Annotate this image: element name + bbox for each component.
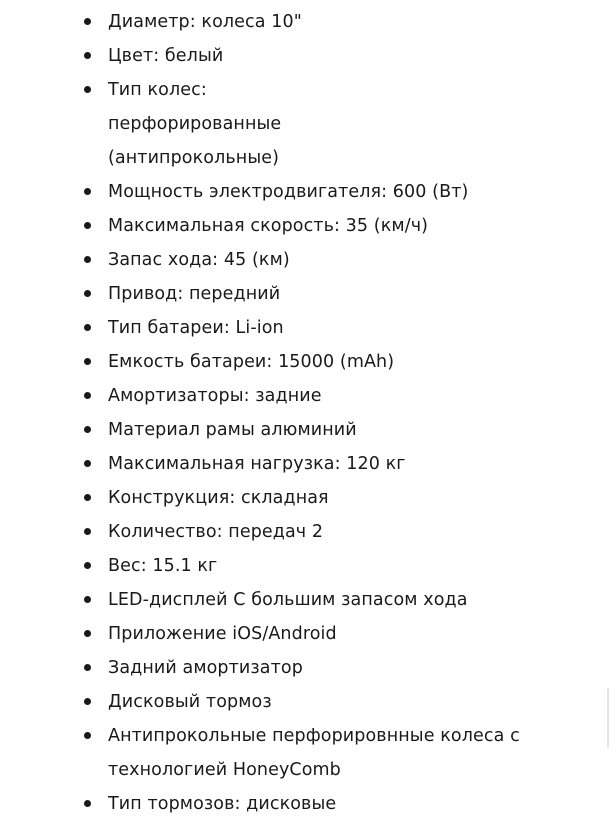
spec-item-max-speed	[0, 209, 611, 243]
spec-text: Диаметр: колеса 10"	[108, 12, 302, 32]
bullet-icon	[84, 460, 91, 467]
spec-item-construction	[0, 481, 611, 515]
spec-item-shock-absorbers	[0, 379, 611, 413]
spec-item-led-display	[0, 583, 611, 617]
spec-text: Количество: передач 2	[108, 522, 324, 542]
bullet-icon	[84, 494, 91, 501]
spec-item-max-load	[0, 447, 611, 481]
spec-item-battery-capacity	[0, 345, 611, 379]
bullet-icon	[84, 290, 91, 297]
bullet-icon	[84, 596, 91, 603]
bullet-icon	[84, 630, 91, 637]
spec-text: Максимальная скорость: 35 (км/ч)	[108, 216, 429, 236]
spec-text: Тип батареи: Li-ion	[108, 318, 284, 338]
spec-item-motor-power	[0, 175, 611, 209]
bullet-icon	[84, 188, 91, 195]
spec-text: Привод: передний	[108, 284, 281, 304]
bullet-icon	[84, 358, 91, 365]
bullet-icon	[84, 256, 91, 263]
spec-item-brake-type	[0, 787, 611, 821]
spec-item-app	[0, 617, 611, 651]
bullet-icon	[84, 324, 91, 331]
spec-text: Задний амортизатор	[108, 658, 303, 678]
bullet-icon	[84, 698, 91, 705]
spec-text: Мощность электродвигателя: 600 (Вт)	[108, 182, 469, 202]
spec-item-wheel-type	[0, 73, 408, 175]
bullet-icon	[84, 528, 91, 535]
spec-item-drive	[0, 277, 611, 311]
bullet-icon	[84, 426, 91, 433]
spec-text: Цвет: белый	[108, 46, 224, 66]
bullet-icon	[84, 52, 91, 59]
spec-text: LED-дисплей С большим запасом хода	[108, 590, 468, 610]
spec-item-honeycomb-wheels	[0, 719, 588, 787]
bullet-icon	[84, 86, 91, 93]
spec-text: Запас хода: 45 (км)	[108, 250, 290, 270]
spec-item-range	[0, 243, 611, 277]
bullet-icon	[84, 222, 91, 229]
bullet-icon	[84, 562, 91, 569]
bullet-icon	[84, 18, 91, 25]
spec-item-disc-brake	[0, 685, 611, 719]
bullet-icon	[84, 664, 91, 671]
spec-text: Конструкция: складная	[108, 488, 329, 508]
spec-text: Тип колес: перфорированные (антипрокольные)	[108, 80, 282, 168]
scroll-edge-indicator	[607, 688, 609, 748]
spec-item-weight	[0, 549, 611, 583]
spec-text: Антипрокольные перфорировнные колеса с технологией HoneyComb	[108, 726, 520, 780]
spec-text: Амортизаторы: задние	[108, 386, 322, 406]
spec-text: Максимальная нагрузка: 120 кг	[108, 454, 406, 474]
spec-text: Приложение iOS/Android	[108, 624, 337, 644]
spec-text: Материал рамы алюминий	[108, 420, 357, 440]
spec-list	[0, 5, 611, 821]
spec-item-gears	[0, 515, 611, 549]
spec-item-wheel-diameter	[0, 5, 611, 39]
spec-text: Вес: 15.1 кг	[108, 556, 218, 576]
spec-item-rear-shock	[0, 651, 611, 685]
spec-text: Тип тормозов: дисковые	[108, 794, 337, 814]
spec-item-battery-type	[0, 311, 611, 345]
spec-item-frame-material	[0, 413, 611, 447]
spec-text: Дисковый тормоз	[108, 692, 272, 712]
bullet-icon	[84, 800, 91, 807]
bullet-icon	[84, 732, 91, 739]
bullet-icon	[84, 392, 91, 399]
spec-text: Емкость батареи: 15000 (mAh)	[108, 352, 395, 372]
spec-item-color	[0, 39, 611, 73]
